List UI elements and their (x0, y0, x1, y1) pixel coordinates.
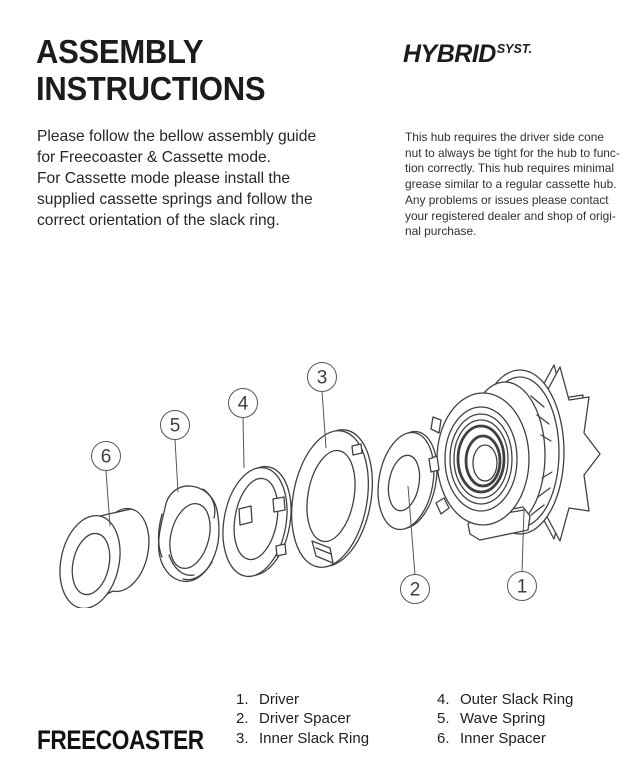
page-title-line1: ASSEMBLY (36, 33, 204, 70)
brand-suffix: SYST. (496, 42, 533, 56)
part-number: 5. (437, 710, 450, 728)
parts-list-item (437, 690, 573, 709)
part-number: 4. (437, 691, 450, 708)
part-number: 3. (236, 729, 249, 747)
note-line: tion correctly. This hub requires minimal (405, 161, 615, 176)
parts-list-col2 (437, 690, 573, 748)
callout-2-number: 2 (409, 579, 421, 601)
intro-line: Please follow the bellow assembly guide (37, 128, 317, 145)
part-number: 6. (437, 729, 450, 747)
note-line: grease similar to a regular cassette hub. (405, 177, 617, 192)
intro-line: For Cassette mode please install the (37, 170, 291, 187)
brand-name: HYBRID (403, 40, 496, 68)
part-name: Wave Spring (460, 710, 546, 728)
part-inner-spacer (52, 504, 156, 608)
intro-line: for Freecoaster & Cassette mode. (37, 149, 272, 166)
part-name: Driver Spacer (259, 710, 351, 728)
part-name: Driver (259, 691, 299, 708)
part-outer-slack-ring (215, 461, 299, 581)
intro-line: supplied cassette springs and follow the (37, 191, 313, 208)
note-line: nal purchase. (405, 224, 477, 239)
intro-paragraph (37, 126, 316, 231)
part-inner-slack-ring (282, 424, 383, 574)
callout-1-number: 1 (516, 576, 528, 598)
note-line: This hub requires the driver side cone (405, 130, 604, 144)
callout-5-number: 5 (169, 415, 181, 437)
callout-5 (161, 411, 190, 493)
part-name: Inner Slack Ring (259, 729, 370, 747)
callout-4-number: 4 (237, 393, 249, 415)
part-number: 1. (236, 691, 249, 708)
mode-label: FREECOASTER (37, 725, 204, 755)
parts-list-item (236, 729, 369, 748)
exploded-view-diagram (0, 358, 640, 608)
part-wave-spring (159, 486, 219, 582)
part-name: Inner Spacer (460, 729, 546, 747)
note-line: nut to always be tight for the hub to func- (405, 145, 620, 160)
parts-list-item (236, 690, 369, 709)
parts-list-item (236, 709, 369, 728)
page-title (36, 33, 265, 107)
page-title-line2: INSTRUCTIONS (36, 70, 266, 107)
note-line: Any problems or issues please contact (405, 192, 609, 207)
parts-list-item (437, 729, 573, 748)
callout-4 (229, 389, 258, 469)
part-name: Outer Slack Ring (460, 691, 574, 708)
parts-list-col1 (236, 690, 369, 748)
note-paragraph (405, 130, 620, 240)
part-number: 2. (236, 710, 249, 728)
part-driver-spacer (371, 427, 444, 534)
brand-logo (403, 40, 532, 69)
part-driver (429, 365, 600, 541)
parts-list-item (437, 709, 573, 728)
intro-line: correct orientation of the slack ring. (37, 212, 280, 229)
note-line: your registered dealer and shop of origi- (405, 208, 616, 223)
callout-6-number: 6 (100, 446, 112, 468)
callout-3-number: 3 (316, 367, 328, 389)
